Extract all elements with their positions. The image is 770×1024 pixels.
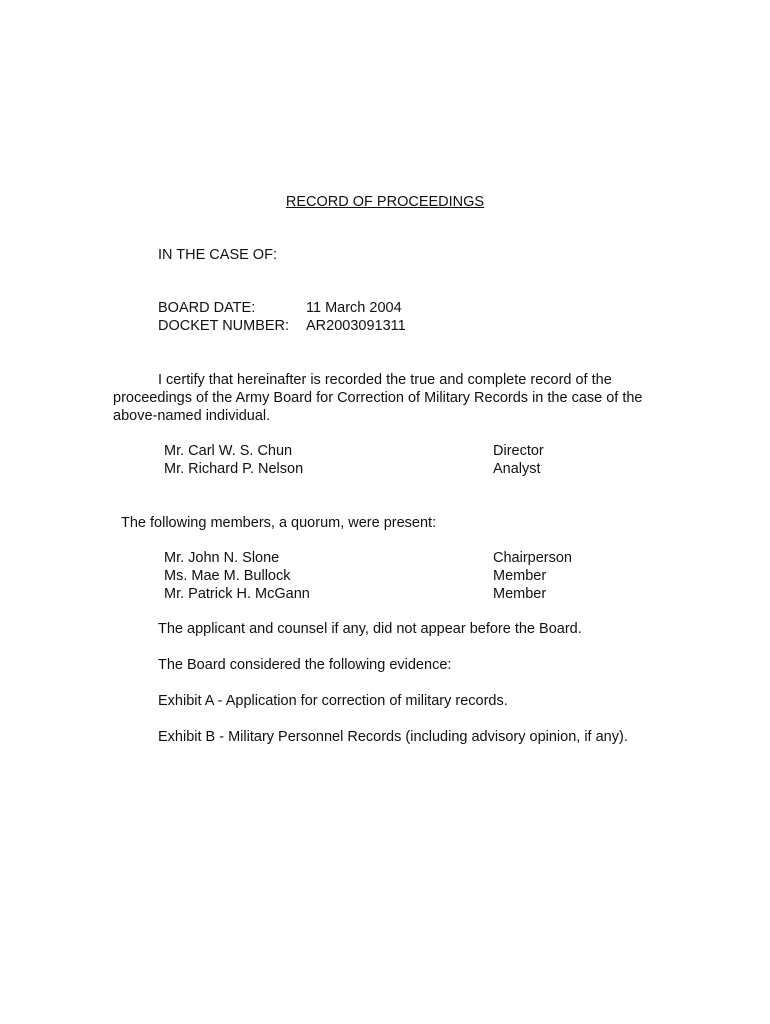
quorum-statement: The following members, a quorum, were present:: [121, 515, 437, 531]
member-role: Member: [493, 586, 547, 602]
board-date-value: 11 March 2004: [306, 300, 402, 316]
member-role: Member: [493, 568, 547, 584]
member-name: Mr. Patrick H. McGann: [164, 586, 310, 602]
member-role: Chairperson: [493, 550, 572, 566]
certification-paragraph: I certify that hereinafter is recorded the true and complete record of the proceedings of the Army Board for Correction of Military Records in the case of the above-named individual.: [113, 372, 643, 424]
member-name: Mr. John N. Slone: [164, 550, 280, 566]
evidence-intro: The Board considered the following evidence:: [158, 657, 452, 673]
appearance-statement: The applicant and counsel if any, did not appear before the Board.: [158, 621, 582, 637]
docket-number-label: DOCKET NUMBER:: [158, 318, 290, 334]
staff-role: Director: [493, 443, 544, 459]
page-title: RECORD OF PROCEEDINGS: [285, 194, 485, 210]
exhibit-b: Exhibit B - Military Personnel Records (including advisory opinion, if any).: [158, 729, 628, 745]
member-name: Ms. Mae M. Bullock: [164, 568, 291, 584]
staff-role: Analyst: [493, 461, 541, 477]
staff-name: Mr. Carl W. S. Chun: [164, 443, 293, 459]
exhibit-a: Exhibit A - Application for correction of military records.: [158, 693, 508, 709]
board-date-label: BOARD DATE:: [158, 300, 256, 316]
staff-name: Mr. Richard P. Nelson: [164, 461, 304, 477]
docket-number-value: AR2003091311: [306, 318, 406, 334]
case-of-label: IN THE CASE OF:: [158, 247, 277, 263]
